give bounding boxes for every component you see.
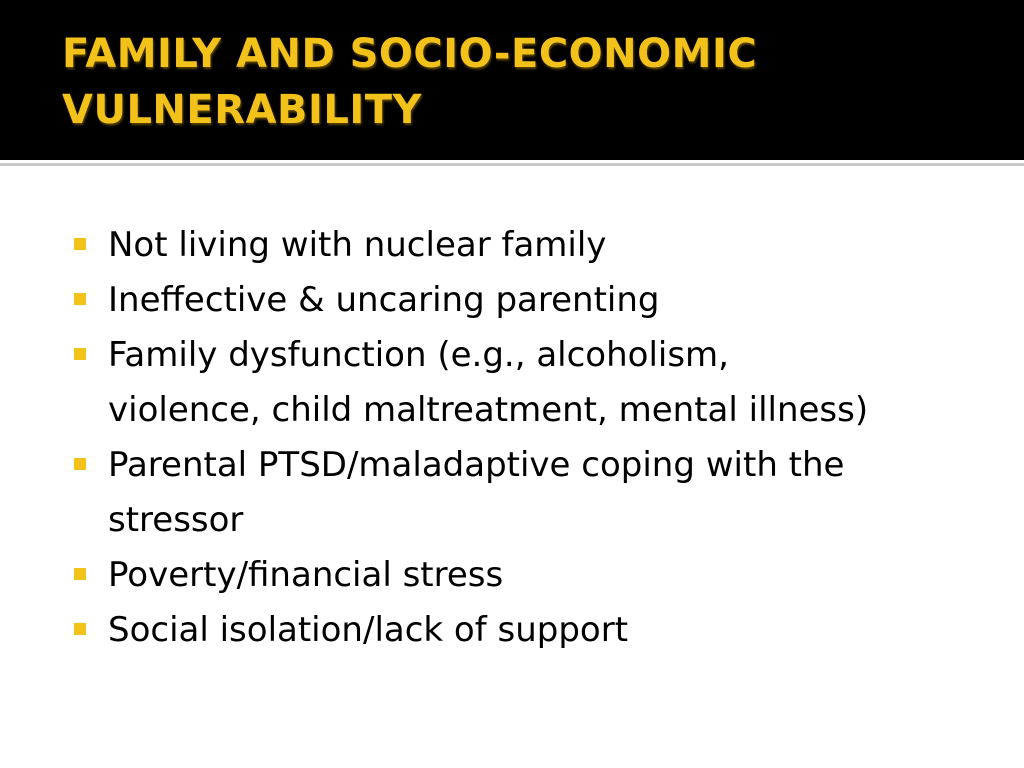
bullet-item-family-dysfunction [73,328,973,438]
bullet-text: Parental PTSD/maladaptive coping with the [108,445,845,485]
bullet-item-poverty [73,548,973,603]
square-bullet-icon [74,293,86,305]
title-divider [0,163,1024,166]
square-bullet-icon [74,348,86,360]
bullet-text-continued: violence, child maltreatment, mental illness) [108,390,869,430]
bullet-text-continued: stressor [108,500,244,540]
slide-title [62,26,962,138]
square-bullet-icon [74,568,86,580]
bullet-item-social-isolation [73,603,973,658]
bullet-text: Family dysfunction (e.g., alcoholism, [108,335,729,375]
square-bullet-icon [74,238,86,250]
slide-title-line-1: FAMILY AND SOCIO-ECONOMIC [62,31,758,77]
square-bullet-icon [74,623,86,635]
title-bar [0,0,1024,160]
bullet-item-nuclear-family [73,218,973,273]
bullet-list [73,218,973,658]
bullet-item-parenting [73,273,973,328]
bullet-text: Social isolation/lack of support [108,610,629,650]
bullet-text: Ineffective & uncaring parenting [108,280,660,320]
square-bullet-icon [74,458,86,470]
slide-title-line-2: VULNERABILITY [62,87,422,133]
bullet-text: Not living with nuclear family [108,225,607,265]
bullet-item-parental-ptsd [73,438,973,548]
bullet-text: Poverty/financial stress [108,555,504,595]
